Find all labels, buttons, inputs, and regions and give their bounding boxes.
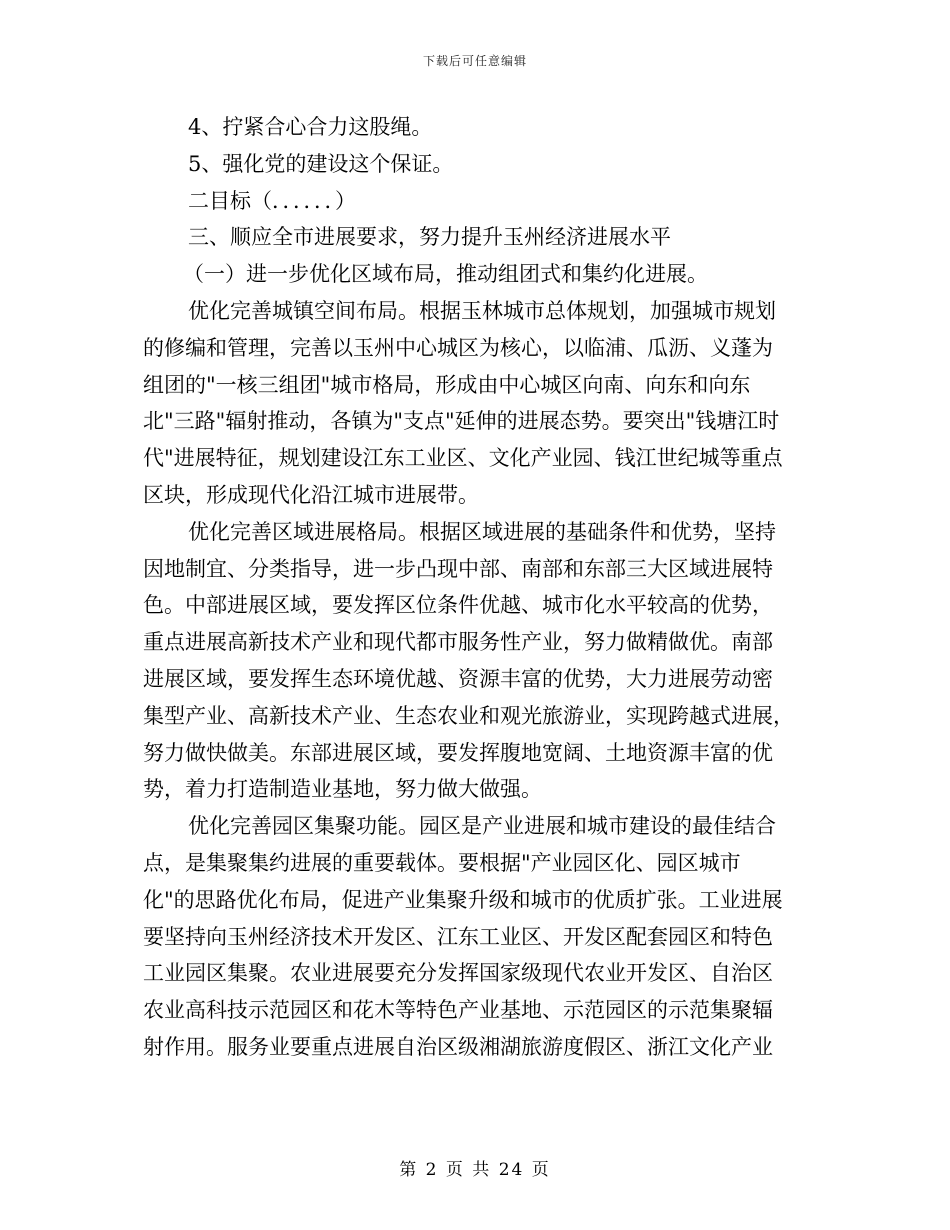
paragraph-line: 色。中部进展区域，要发挥区位条件优越、城市化水平较高的优势， <box>143 593 773 618</box>
paragraph-line: 代"进展特征，规划建设江东工业区、文化产业园、钱江世纪城等重点 <box>143 446 783 471</box>
document-body <box>143 109 807 1066</box>
text-line: 4、拧紧合心合力这股绳。 <box>188 115 433 139</box>
paragraph-line: 势，着力打造制造业基地，努力做大做强。 <box>143 777 542 802</box>
paragraph-line: 集型产业、高新技术产业、生态农业和观光旅游业，实现跨越式进展， <box>143 703 794 728</box>
text-line: 二目标（．．．．．．） <box>188 188 356 213</box>
paragraph-line: 进展区域，要发挥生态环境优越、资源丰富的优势，大力进展劳动密 <box>143 666 773 691</box>
paragraph-line: 北"三路"辐射推动，各镇为"支点"延伸的进展态势。要突出"钱塘江时 <box>143 409 780 434</box>
paragraph-line: 努力做快做美。东部进展区域，要发挥腹地宽阔、土地资源丰富的优 <box>143 740 773 765</box>
paragraph-line: 优化完善园区集聚功能。园区是产业进展和城市建设的最佳结合 <box>188 814 776 839</box>
paragraph-line: 组团的"一核三组团"城市格局，形成由中心城区向南、向东和向东 <box>143 372 751 397</box>
text-line: 三、顺应全市进展要求，努力提升玉州经济进展水平 <box>188 225 671 250</box>
paragraph-line: 区块，形成现代化沿江城市进展带。 <box>143 482 479 507</box>
section-heading: （一）进一步优化区域布局，推动组团式和集约化进展。 <box>183 262 708 287</box>
paragraph-line: 工业园区集聚。农业进展要充分发挥国家级现代农业开发区、自治区 <box>143 961 773 986</box>
paragraph-line: 化"的思路优化布局，促进产业集聚升级和城市的优质扩张。工业进展 <box>143 887 783 912</box>
paragraph-line: 的修编和管理，完善以玉州中心城区为核心，以临浦、瓜沥、义蓬为 <box>143 335 773 360</box>
paragraph-line: 因地制宜、分类指导，进一步凸现中部、南部和东部三大区域进展特 <box>143 556 773 581</box>
paragraph-line: 优化完善区域进展格局。根据区域进展的基础条件和优势，坚持 <box>188 519 776 544</box>
header-note: 下载后可任意编辑 <box>422 54 527 68</box>
paragraph-line: 农业高科技示范园区和花木等特色产业基地、示范园区的示范集聚辐 <box>143 998 773 1023</box>
paragraph-line: 射作用。服务业要重点进展自治区级湘湖旅游度假区、浙江文化产业 <box>143 1034 773 1059</box>
paragraph-line: 重点进展高新技术产业和现代都市服务性产业，努力做精做优。南部 <box>143 630 773 655</box>
paragraph-line: 优化完善城镇空间布局。根据玉林城市总体规划，加强城市规划 <box>188 298 776 323</box>
paragraph-line: 点，是集聚集约进展的重要载体。要根据"产业园区化、园区城市 <box>143 850 741 875</box>
page-number: 第 2 页 共 24 页 <box>399 1160 551 1180</box>
text-line: 5、强化党的建设这个保证。 <box>188 151 454 176</box>
paragraph-line: 要坚持向玉州经济技术开发区、江东工业区、开发区配套园区和特色 <box>143 924 773 949</box>
